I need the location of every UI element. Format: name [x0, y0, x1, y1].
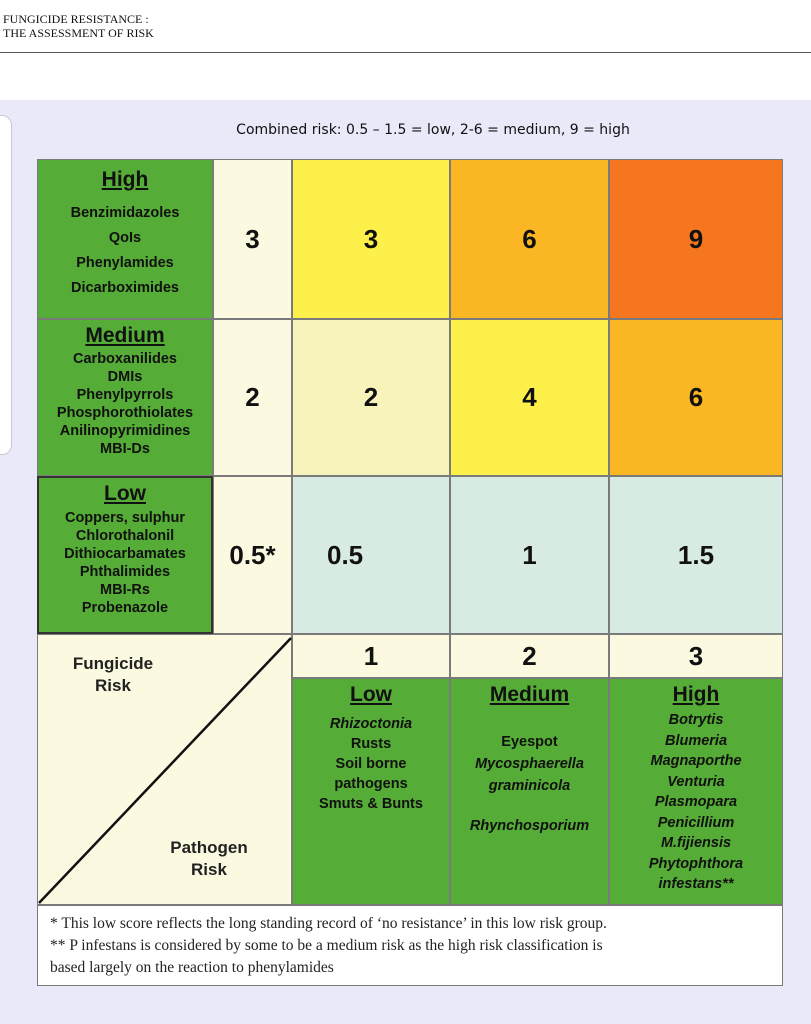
- list-item: Eyespot: [501, 734, 558, 750]
- footnote-line-1: * This low score reflects the long standing record of ‘no resistance’ in this low risk group.: [50, 915, 607, 932]
- list-item: Plasmopara: [654, 794, 738, 810]
- matrix-cell-high-high: 9: [609, 159, 783, 319]
- pathogen-medium-cell: [450, 678, 609, 905]
- fungicide-low-score: 0.5*: [213, 476, 292, 634]
- list-item: Coppers, sulphur: [64, 510, 186, 526]
- list-item: Magnaporthe: [650, 753, 742, 769]
- pathogen-high-cell: [609, 678, 783, 905]
- pathogen-low-cell: [292, 678, 450, 905]
- list-item: Dithiocarbamates: [64, 546, 186, 562]
- list-item: Phthalimides: [79, 564, 171, 580]
- list-item: DMIs: [107, 369, 143, 385]
- list-item: MBI-Rs: [100, 582, 150, 598]
- list-item: Benzimidazoles: [70, 205, 180, 221]
- fungicide-low-title: Low: [104, 482, 146, 505]
- list-item: pathogens: [334, 776, 408, 792]
- pathogen-medium-score: 2: [450, 634, 609, 678]
- fungicide-low-list: [39, 509, 211, 617]
- pathogen-medium-title: Medium: [489, 683, 570, 706]
- list-item: Phytophthora: [648, 855, 744, 872]
- matrix-cell-low-low: 0.5: [292, 476, 450, 634]
- list-item: Botrytis: [668, 712, 724, 728]
- matrix-cell-medium-low: 2: [292, 319, 450, 476]
- combined-risk-caption: Combined risk: 0.5 – 1.5 = low, 2-6 = medium, 9 = high: [236, 122, 630, 138]
- list-item: M.fijiensis: [660, 835, 732, 851]
- pathogen-risk-label: Pathogen Risk: [170, 838, 248, 879]
- list-item: Blumeria: [664, 732, 728, 749]
- list-item: Phenylpyrrols: [76, 387, 174, 403]
- list-item: Dicarboximides: [71, 280, 179, 296]
- document-header: [0, 12, 811, 53]
- pathogen-high-title: High: [672, 683, 720, 706]
- footnote-box: [37, 905, 783, 986]
- list-item: Anilinopyrimidines: [59, 423, 191, 439]
- fungicide-high-cell: [37, 159, 213, 319]
- list-item: Mycosphaerella: [475, 756, 584, 772]
- fungicide-high-title: High: [101, 168, 149, 191]
- matrix-cell-low-high: 1.5: [609, 476, 783, 634]
- matrix-cell-low-medium: 1: [450, 476, 609, 634]
- pathogen-low-list: [293, 714, 449, 814]
- fungicide-medium-list: [38, 350, 212, 458]
- matrix-cell-medium-high: 6: [609, 319, 783, 476]
- fungicide-medium-cell: [37, 319, 213, 476]
- list-item: Rhizoctonia: [329, 716, 413, 732]
- fungicide-medium-score: 2: [213, 319, 292, 476]
- list-item: Phenylamides: [76, 255, 174, 271]
- fungicide-high-list: [38, 201, 212, 301]
- footnote-line-3: based largely on the reaction to phenylamides: [50, 959, 334, 976]
- matrix-cell-high-medium: 6: [450, 159, 609, 319]
- matrix-cell-medium-medium: 4: [450, 319, 609, 476]
- pathogen-medium-list: [451, 731, 608, 837]
- fungicide-medium-title: Medium: [85, 324, 165, 347]
- list-item: infestans**: [658, 876, 734, 892]
- pathogen-high-score: 3: [609, 634, 783, 678]
- list-item: MBI-Ds: [100, 441, 150, 457]
- list-item: Chlorothalonil: [75, 528, 175, 544]
- list-item: Venturia: [667, 773, 725, 790]
- list-item: graminicola: [488, 778, 571, 794]
- list-item: Soil borne: [335, 756, 407, 772]
- list-item: QoIs: [108, 230, 142, 246]
- pathogen-low-score: 1: [292, 634, 450, 678]
- list-item: Carboxanilides: [73, 351, 177, 367]
- list-item: Probenazole: [81, 600, 169, 616]
- header-line-2: THE ASSESSMENT OF RISK: [3, 26, 154, 40]
- axis-corner-cell: [37, 634, 292, 905]
- pathogen-high-list: [610, 710, 782, 895]
- list-item: Rhynchosporium: [469, 818, 590, 834]
- list-item: Smuts & Bunts: [319, 796, 423, 812]
- fungicide-risk-label: Fungicide Risk: [72, 654, 154, 695]
- header-line-1: FUNGICIDE RESISTANCE :: [3, 12, 149, 26]
- list-item: Phosphorothiolates: [56, 405, 194, 421]
- fungicide-low-cell: [37, 476, 213, 634]
- side-scroll-tab[interactable]: [0, 115, 12, 455]
- fungicide-high-score: 3: [213, 159, 292, 319]
- footnote-line-2: ** P infestans is considered by some to be a medium risk as the high risk classification is: [50, 937, 603, 954]
- pathogen-low-title: Low: [350, 683, 392, 706]
- list-item: Penicillium: [657, 814, 735, 831]
- matrix-cell-high-low: 3: [292, 159, 450, 319]
- list-item: Rusts: [350, 736, 392, 752]
